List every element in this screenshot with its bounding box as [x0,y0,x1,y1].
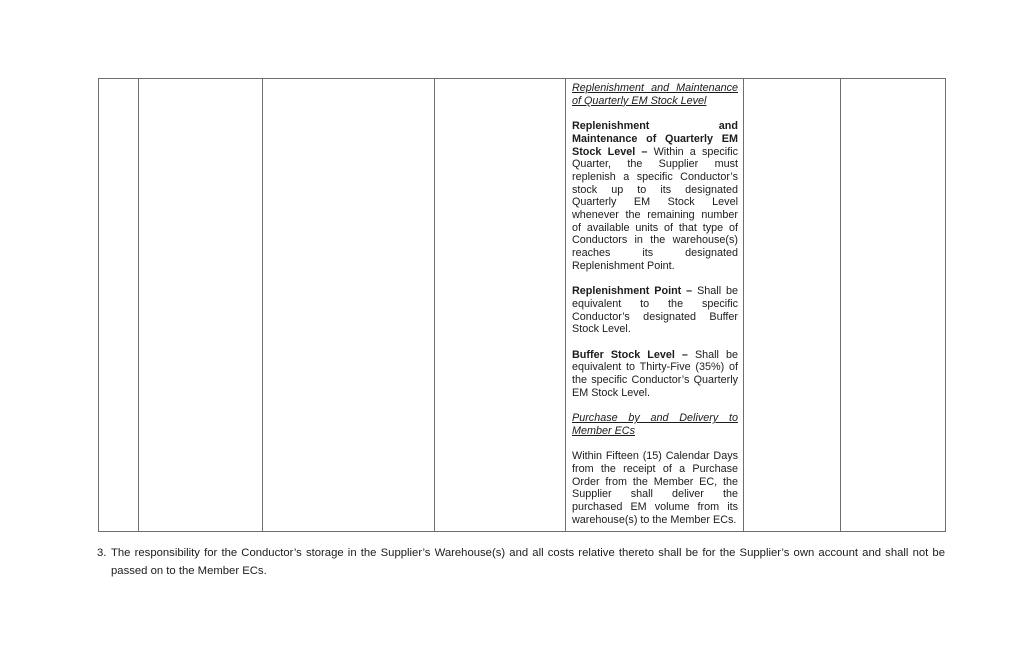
empty-cell-6 [841,79,946,532]
replenishment-maintenance-body: Within a specific Quarter, the Supplier must replenish a specific Conductor’s stock up to its designated Quarterly EM Stock Level whenever the remaining number of available units of that type of Conductors in the warehouse(s) reaches its designated Replenishment Point. [572,145,739,272]
replenishment-point-body: Shall be equivalent to the specific Conductor’s designated Buffer Stock Level. [572,285,738,336]
empty-cell-2 [139,79,263,532]
purchase-delivery-heading: Purchase by and Delivery to Member ECs [572,412,738,437]
obligations-text-cell [566,79,744,532]
replenishment-maintenance-lead: Replenishment and Maintenance of Quarterly EM Stock Level – [572,120,738,158]
buffer-stock-level-paragraph [572,349,738,400]
replenishment-maintenance-paragraph [572,120,738,272]
purchase-delivery-paragraph: Within Fifteen (15) Calendar Days from the receipt of a Purchase Order from the Member EC, the Supplier shall deliver the purchased EM volume from its warehouse(s) to the Member ECs. [572,450,738,526]
empty-cell-3 [263,79,435,532]
table-row [99,79,946,532]
replenishment-point-lead: Replenishment Point – [572,285,698,298]
buffer-stock-level-body: Shall be equivalent to Thirty-Five (35%) of the specific Conductor’s Quarterly EM Stock Level. [572,348,738,399]
empty-cell-4 [435,79,566,532]
contract-obligations-table [98,78,946,532]
numbered-clause-3 [97,545,945,580]
replenishment-maintenance-heading: Replenishment and Maintenance of Quarterly EM Stock Level [572,82,738,107]
obligations-text [566,79,743,530]
buffer-stock-level-lead: Buffer Stock Level – [572,348,695,361]
empty-cell-1 [99,79,139,532]
clause-number: 3. [97,547,107,559]
empty-cell-5 [744,79,841,532]
clause-text: The responsibility for the Conductor’s storage in the Supplier’s Warehouse(s) and all costs relative thereto shall be for the Supplier’s own account and shall not be passed on to the Member ECs. [111,547,945,577]
replenishment-point-paragraph [572,285,738,336]
